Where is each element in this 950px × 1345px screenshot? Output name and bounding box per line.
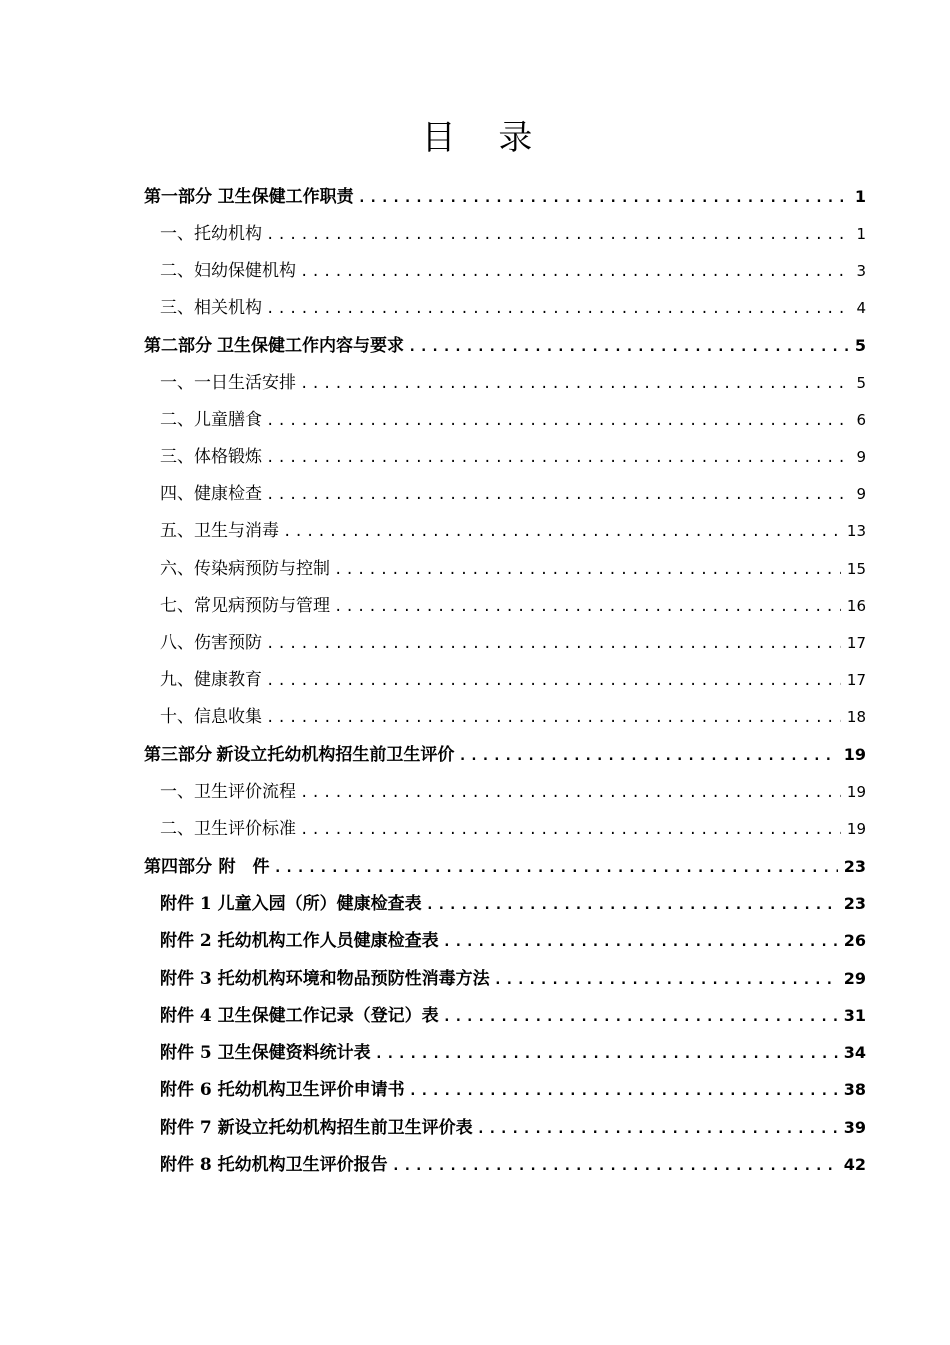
toc-page-number: 1 bbox=[854, 187, 866, 206]
toc-entry[interactable] bbox=[160, 370, 866, 396]
toc-entry-label: 十、信息收集 bbox=[160, 707, 262, 727]
toc-page-number: 4 bbox=[856, 299, 866, 317]
toc-page-number: 29 bbox=[843, 969, 866, 988]
toc-entry-title: 新设立托幼机构招生前卫生评价 bbox=[216, 745, 455, 765]
toc-entry[interactable] bbox=[144, 184, 866, 210]
toc-entry[interactable] bbox=[160, 518, 866, 544]
toc-entry[interactable] bbox=[160, 407, 866, 433]
toc-page-number: 17 bbox=[846, 671, 866, 689]
toc-entry[interactable] bbox=[144, 333, 866, 359]
toc-entry[interactable] bbox=[160, 928, 866, 954]
toc-page-number: 23 bbox=[843, 894, 866, 913]
leader-dots bbox=[266, 445, 850, 471]
toc-page-number: 31 bbox=[843, 1006, 866, 1025]
toc-entry[interactable] bbox=[160, 779, 866, 805]
toc-page-number: 9 bbox=[856, 448, 866, 466]
leader-dots bbox=[266, 668, 841, 694]
leader-dots bbox=[300, 817, 841, 843]
toc-entry[interactable] bbox=[160, 221, 866, 247]
toc-entry-label: 附件 7 新设立托幼机构招生前卫生评价表 bbox=[160, 1118, 473, 1138]
toc-entry-label: 附件 8 托幼机构卫生评价报告 bbox=[160, 1155, 388, 1175]
toc-entry-label: 附件 1 儿童入园（所）健康检查表 bbox=[160, 894, 422, 914]
leader-dots bbox=[426, 892, 838, 918]
toc-entry-title: 附 件 bbox=[218, 857, 270, 877]
toc-page-number: 39 bbox=[843, 1118, 866, 1137]
toc-entry-label: 六、传染病预防与控制 bbox=[160, 559, 330, 579]
toc-entry-label: 九、健康教育 bbox=[160, 670, 262, 690]
leader-dots bbox=[266, 222, 850, 248]
toc-page-number: 13 bbox=[846, 522, 866, 540]
page-title: 目 录 bbox=[421, 118, 549, 158]
leader-dots bbox=[409, 1078, 838, 1104]
toc-entry[interactable] bbox=[160, 295, 866, 321]
toc-entry-label: 附件 2 托幼机构工作人员健康检查表 bbox=[160, 931, 439, 951]
leader-dots bbox=[443, 1004, 838, 1030]
leader-dots bbox=[300, 371, 850, 397]
leader-dots bbox=[283, 519, 841, 545]
toc-entry-label: 一、卫生评价流程 bbox=[160, 782, 296, 802]
toc-entry-label: 第一部分 bbox=[144, 187, 212, 207]
leader-dots bbox=[266, 482, 850, 508]
toc-entry[interactable] bbox=[160, 481, 866, 507]
toc-entry-label: 四、健康检查 bbox=[160, 484, 262, 504]
leader-dots bbox=[443, 929, 838, 955]
toc-page-number: 26 bbox=[843, 931, 866, 950]
toc-entry[interactable] bbox=[160, 1040, 866, 1066]
leader-dots bbox=[477, 1116, 838, 1142]
toc-page-number: 9 bbox=[856, 485, 866, 503]
toc-page-number: 19 bbox=[846, 783, 866, 801]
toc-entry-label: 附件 4 卫生保健工作记录（登记）表 bbox=[160, 1006, 439, 1026]
toc-entry[interactable] bbox=[160, 630, 866, 656]
toc-page-number: 15 bbox=[846, 560, 866, 578]
leader-dots bbox=[300, 780, 841, 806]
toc-entry-label: 八、伤害预防 bbox=[160, 633, 262, 653]
toc-entry[interactable] bbox=[160, 444, 866, 470]
toc-entry-label: 三、体格锻炼 bbox=[160, 447, 262, 467]
leader-dots bbox=[266, 408, 850, 434]
toc-entry[interactable] bbox=[160, 816, 866, 842]
leader-dots bbox=[273, 855, 837, 881]
toc-entry[interactable] bbox=[160, 1077, 866, 1103]
toc-page-number: 23 bbox=[843, 857, 866, 876]
toc-entry-label: 二、妇幼保健机构 bbox=[160, 261, 296, 281]
toc-page-number: 18 bbox=[846, 708, 866, 726]
leader-dots bbox=[334, 557, 841, 583]
leader-dots bbox=[392, 1153, 838, 1179]
leader-dots bbox=[266, 631, 841, 657]
toc-entry-label: 第二部分 bbox=[144, 336, 212, 356]
leader-dots bbox=[334, 594, 841, 620]
toc-entry[interactable] bbox=[160, 258, 866, 284]
leader-dots bbox=[300, 259, 850, 285]
toc-page-number: 1 bbox=[856, 225, 866, 243]
toc-page-number: 38 bbox=[843, 1080, 866, 1099]
leader-dots bbox=[375, 1041, 838, 1067]
toc-entry[interactable] bbox=[160, 556, 866, 582]
toc-page-number: 5 bbox=[856, 374, 866, 392]
toc-entry-label: 二、儿童膳食 bbox=[160, 410, 262, 430]
toc-entry[interactable] bbox=[160, 966, 866, 992]
leader-dots bbox=[266, 296, 850, 322]
toc-entry-label: 七、常见病预防与管理 bbox=[160, 596, 330, 616]
toc-page-number: 19 bbox=[843, 745, 866, 764]
leader-dots bbox=[494, 967, 838, 993]
toc-page-number: 17 bbox=[846, 634, 866, 652]
toc-page-number: 34 bbox=[843, 1043, 866, 1062]
toc-entry-label: 第三部分 bbox=[144, 745, 212, 765]
toc-entry-label: 附件 5 卫生保健资料统计表 bbox=[160, 1043, 371, 1063]
toc-entry[interactable] bbox=[160, 593, 866, 619]
toc-page-number: 3 bbox=[856, 262, 866, 280]
toc-entry[interactable] bbox=[160, 891, 866, 917]
leader-dots bbox=[358, 185, 849, 211]
toc-entry-title: 卫生保健工作内容与要求 bbox=[217, 336, 405, 356]
toc-entry-label: 二、卫生评价标准 bbox=[160, 819, 296, 839]
toc-page-number: 42 bbox=[843, 1155, 866, 1174]
toc-page-number: 6 bbox=[856, 411, 866, 429]
toc-entry-label: 一、一日生活安排 bbox=[160, 373, 296, 393]
toc-entry[interactable] bbox=[160, 1152, 866, 1178]
toc-page-number: 16 bbox=[846, 597, 866, 615]
leader-dots bbox=[408, 334, 849, 360]
toc-entry-title: 卫生保健工作职责 bbox=[217, 187, 354, 207]
toc-entry-label: 第四部分 bbox=[144, 857, 212, 877]
toc-entry-label: 附件 6 托幼机构卫生评价申请书 bbox=[160, 1080, 405, 1100]
toc-entry[interactable] bbox=[160, 667, 866, 693]
toc-entry-label: 一、托幼机构 bbox=[160, 224, 262, 244]
toc-entry[interactable] bbox=[160, 1115, 866, 1141]
toc-entry[interactable] bbox=[144, 742, 866, 768]
leader-dots bbox=[266, 705, 841, 731]
leader-dots bbox=[458, 743, 837, 769]
toc-entry[interactable] bbox=[144, 854, 866, 880]
toc-page-number: 19 bbox=[846, 820, 866, 838]
toc-entry-label: 五、卫生与消毒 bbox=[160, 521, 279, 541]
toc-entry[interactable] bbox=[160, 1003, 866, 1029]
toc-entry[interactable] bbox=[160, 704, 866, 730]
toc-page-number: 5 bbox=[854, 336, 866, 355]
toc-entry-label: 附件 3 托幼机构环境和物品预防性消毒方法 bbox=[160, 969, 490, 989]
toc-entry-label: 三、相关机构 bbox=[160, 298, 262, 318]
